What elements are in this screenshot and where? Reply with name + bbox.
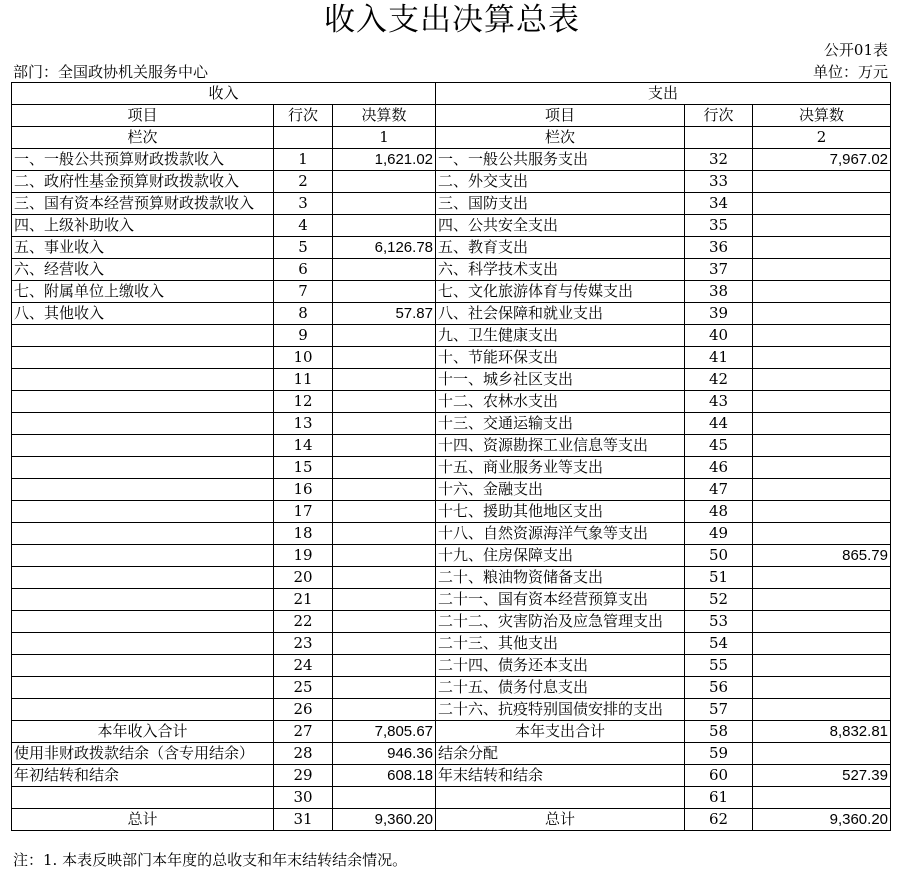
income-item-cell — [12, 611, 274, 633]
expense-item-cell: 十九、住房保障支出 — [436, 545, 685, 567]
income-item-cell: 一、一般公共预算财政拨款收入 — [12, 149, 274, 171]
income-amount-cell — [333, 545, 436, 567]
expense-item-cell: 七、文化旅游体育与传媒支出 — [436, 281, 685, 303]
report-title: 收入支出决算总表 — [324, 2, 580, 38]
income-row-number: 31 — [274, 809, 333, 831]
expense-amount-cell — [753, 193, 891, 215]
expense-item-cell: 十四、资源勘探工业信息等支出 — [436, 435, 685, 457]
income-item-cell — [12, 567, 274, 589]
income-amount-cell — [333, 655, 436, 677]
income-row-number: 26 — [274, 699, 333, 721]
income-item-cell — [12, 325, 274, 347]
income-row-number: 29 — [274, 765, 333, 787]
table-row — [12, 171, 891, 193]
expense-item-cell: 四、公共安全支出 — [436, 215, 685, 237]
expense-item-cell: 十六、金融支出 — [436, 479, 685, 501]
expense-row-number: 40 — [685, 325, 753, 347]
income-row-number: 13 — [274, 413, 333, 435]
expense-row-number: 53 — [685, 611, 753, 633]
expense-amount-cell — [753, 325, 891, 347]
expense-item-cell: 结余分配 — [436, 743, 685, 765]
expense-amount-cell — [753, 369, 891, 391]
table-row — [12, 149, 891, 171]
income-item-header: 项目 — [12, 105, 274, 127]
table-row — [12, 413, 891, 435]
table-row — [12, 435, 891, 457]
expense-item-cell: 六、科学技术支出 — [436, 259, 685, 281]
income-row-number: 12 — [274, 391, 333, 413]
table-row — [12, 347, 891, 369]
expense-amount-cell — [753, 501, 891, 523]
income-row-number: 14 — [274, 435, 333, 457]
table-row — [12, 369, 891, 391]
expense-amount-header: 决算数 — [753, 105, 891, 127]
table-row — [12, 633, 891, 655]
expense-row-number: 62 — [685, 809, 753, 831]
expense-item-cell: 总计 — [436, 809, 685, 831]
income-item-cell — [12, 347, 274, 369]
table-row — [12, 391, 891, 413]
expense-row-number: 52 — [685, 589, 753, 611]
expense-amount-cell — [753, 303, 891, 325]
unit-label: 单位：万元 — [812, 63, 888, 81]
income-amount-cell — [333, 369, 436, 391]
income-row-number: 6 — [274, 259, 333, 281]
income-amount-cell: 57.87 — [333, 303, 436, 325]
expense-row-number: 55 — [685, 655, 753, 677]
expense-item-cell: 一、一般公共服务支出 — [436, 149, 685, 171]
table-row — [12, 809, 891, 831]
income-row-number: 5 — [274, 237, 333, 259]
table-row — [12, 611, 891, 633]
income-row-number: 30 — [274, 787, 333, 809]
expense-item-cell — [436, 787, 685, 809]
income-item-cell — [12, 699, 274, 721]
income-item-cell: 七、附属单位上缴收入 — [12, 281, 274, 303]
expense-row-number: 32 — [685, 149, 753, 171]
expense-amount-cell — [753, 677, 891, 699]
expense-item-cell: 十五、商业服务业等支出 — [436, 457, 685, 479]
income-amount-cell — [333, 523, 436, 545]
income-item-cell: 年初结转和结余 — [12, 765, 274, 787]
expense-row-number: 54 — [685, 633, 753, 655]
income-item-cell — [12, 501, 274, 523]
table-row — [12, 501, 891, 523]
table-row — [12, 193, 891, 215]
income-row-number: 25 — [274, 677, 333, 699]
expense-row-number: 39 — [685, 303, 753, 325]
expense-amount-cell — [753, 479, 891, 501]
income-item-cell: 三、国有资本经营预算财政拨款收入 — [12, 193, 274, 215]
expense-amount-cell — [753, 523, 891, 545]
expense-amount-cell — [753, 171, 891, 193]
expense-row-number: 61 — [685, 787, 753, 809]
table-row — [12, 765, 891, 787]
income-item-cell — [12, 413, 274, 435]
income-item-cell — [12, 589, 274, 611]
expense-row-number: 42 — [685, 369, 753, 391]
income-item-cell — [12, 457, 274, 479]
table-row — [12, 281, 891, 303]
expense-item-cell: 二十四、债务还本支出 — [436, 655, 685, 677]
table-row — [12, 721, 891, 743]
income-amount-cell — [333, 171, 436, 193]
income-expense-table — [11, 82, 891, 831]
income-item-cell — [12, 655, 274, 677]
expense-col-index: 2 — [753, 127, 891, 149]
expense-amount-cell: 8,832.81 — [753, 721, 891, 743]
income-amount-cell — [333, 259, 436, 281]
income-amount-cell: 1,621.02 — [333, 149, 436, 171]
income-row-number: 1 — [274, 149, 333, 171]
income-row-number: 9 — [274, 325, 333, 347]
income-col-label: 栏次 — [12, 127, 274, 149]
expense-item-cell: 二、外交支出 — [436, 171, 685, 193]
income-item-cell: 八、其他收入 — [12, 303, 274, 325]
income-amount-cell — [333, 699, 436, 721]
table-row — [12, 215, 891, 237]
income-item-cell — [12, 435, 274, 457]
table-row — [12, 259, 891, 281]
income-item-cell: 本年收入合计 — [12, 721, 274, 743]
expense-amount-cell — [753, 743, 891, 765]
section-header-row — [12, 83, 891, 105]
income-amount-cell — [333, 633, 436, 655]
income-amount-cell: 608.18 — [333, 765, 436, 787]
expense-row-number: 51 — [685, 567, 753, 589]
income-amount-cell — [333, 413, 436, 435]
expense-item-cell: 二十六、抗疫特别国债安排的支出 — [436, 699, 685, 721]
expense-row-number: 48 — [685, 501, 753, 523]
table-row — [12, 567, 891, 589]
expense-item-cell: 二十二、灾害防治及应急管理支出 — [436, 611, 685, 633]
income-amount-cell — [333, 281, 436, 303]
expense-amount-cell: 7,967.02 — [753, 149, 891, 171]
income-amount-cell — [333, 435, 436, 457]
expense-row-number: 36 — [685, 237, 753, 259]
expense-amount-cell — [753, 413, 891, 435]
income-row-number: 28 — [274, 743, 333, 765]
table-row — [12, 677, 891, 699]
expense-item-cell: 三、国防支出 — [436, 193, 685, 215]
income-row-number: 3 — [274, 193, 333, 215]
income-row-number: 22 — [274, 611, 333, 633]
expense-amount-cell — [753, 237, 891, 259]
table-row — [12, 325, 891, 347]
table-row — [12, 787, 891, 809]
income-amount-cell — [333, 611, 436, 633]
expense-item-cell: 本年支出合计 — [436, 721, 685, 743]
expense-item-cell: 五、教育支出 — [436, 237, 685, 259]
department-label: 部门：全国政协机关服务中心 — [13, 63, 209, 81]
income-amount-cell — [333, 567, 436, 589]
income-row-number: 2 — [274, 171, 333, 193]
expense-item-cell: 十八、自然资源海洋气象等支出 — [436, 523, 685, 545]
expense-row-number: 60 — [685, 765, 753, 787]
income-amount-cell — [333, 193, 436, 215]
expense-item-cell: 八、社会保障和就业支出 — [436, 303, 685, 325]
income-item-cell — [12, 523, 274, 545]
expense-row-number: 56 — [685, 677, 753, 699]
income-item-cell: 四、上级补助收入 — [12, 215, 274, 237]
income-amount-header: 决算数 — [333, 105, 436, 127]
income-item-cell — [12, 633, 274, 655]
income-row-number: 10 — [274, 347, 333, 369]
table-row — [12, 479, 891, 501]
expense-rowno-header: 行次 — [685, 105, 753, 127]
expense-amount-cell: 9,360.20 — [753, 809, 891, 831]
table-row — [12, 589, 891, 611]
income-row-number: 7 — [274, 281, 333, 303]
expense-row-number: 47 — [685, 479, 753, 501]
expense-amount-cell — [753, 435, 891, 457]
income-item-cell — [12, 787, 274, 809]
income-amount-cell — [333, 457, 436, 479]
table-row — [12, 743, 891, 765]
table-row — [12, 237, 891, 259]
income-amount-cell: 6,126.78 — [333, 237, 436, 259]
expense-row-number: 43 — [685, 391, 753, 413]
income-row-number: 15 — [274, 457, 333, 479]
expense-row-number: 59 — [685, 743, 753, 765]
income-item-cell: 五、事业收入 — [12, 237, 274, 259]
expense-row-number: 46 — [685, 457, 753, 479]
income-row-number: 27 — [274, 721, 333, 743]
income-amount-cell: 946.36 — [333, 743, 436, 765]
expense-section-header: 支出 — [436, 83, 891, 105]
income-row-number: 16 — [274, 479, 333, 501]
expense-row-number: 44 — [685, 413, 753, 435]
expense-item-cell: 二十、粮油物资储备支出 — [436, 567, 685, 589]
expense-amount-cell — [753, 699, 891, 721]
expense-amount-cell: 527.39 — [753, 765, 891, 787]
income-section-header: 收入 — [12, 83, 436, 105]
income-item-cell — [12, 677, 274, 699]
income-amount-cell — [333, 501, 436, 523]
expense-item-cell: 二十五、债务付息支出 — [436, 677, 685, 699]
form-number: 公开01表 — [823, 41, 888, 59]
expense-col-label: 栏次 — [436, 127, 685, 149]
expense-amount-cell — [753, 281, 891, 303]
expense-amount-cell — [753, 787, 891, 809]
income-row-number: 4 — [274, 215, 333, 237]
expense-row-number: 58 — [685, 721, 753, 743]
expense-row-number: 35 — [685, 215, 753, 237]
income-row-number: 19 — [274, 545, 333, 567]
expense-amount-cell — [753, 589, 891, 611]
income-amount-cell: 7,805.67 — [333, 721, 436, 743]
expense-amount-cell — [753, 391, 891, 413]
expense-amount-cell — [753, 347, 891, 369]
income-row-number: 20 — [274, 567, 333, 589]
expense-amount-cell — [753, 259, 891, 281]
expense-amount-cell — [753, 215, 891, 237]
income-item-cell: 六、经营收入 — [12, 259, 274, 281]
expense-row-number: 37 — [685, 259, 753, 281]
expense-row-number: 33 — [685, 171, 753, 193]
expense-col-blank — [685, 127, 753, 149]
table-row — [12, 699, 891, 721]
income-item-cell — [12, 369, 274, 391]
table-row — [12, 457, 891, 479]
expense-item-cell: 十、节能环保支出 — [436, 347, 685, 369]
income-amount-cell — [333, 347, 436, 369]
income-item-cell — [12, 479, 274, 501]
expense-item-cell: 九、卫生健康支出 — [436, 325, 685, 347]
expense-row-number: 45 — [685, 435, 753, 457]
income-row-number: 18 — [274, 523, 333, 545]
expense-item-cell: 二十三、其他支出 — [436, 633, 685, 655]
income-item-cell: 二、政府性基金预算财政拨款收入 — [12, 171, 274, 193]
expense-row-number: 41 — [685, 347, 753, 369]
expense-row-number: 57 — [685, 699, 753, 721]
income-row-number: 8 — [274, 303, 333, 325]
income-row-number: 23 — [274, 633, 333, 655]
column-header-row — [12, 105, 891, 127]
income-amount-cell — [333, 787, 436, 809]
income-item-cell: 总计 — [12, 809, 274, 831]
table-row — [12, 523, 891, 545]
expense-item-cell: 十七、援助其他地区支出 — [436, 501, 685, 523]
income-row-number: 24 — [274, 655, 333, 677]
income-row-number: 17 — [274, 501, 333, 523]
income-amount-cell — [333, 391, 436, 413]
expense-amount-cell — [753, 611, 891, 633]
table-row — [12, 303, 891, 325]
column-index-row — [12, 127, 891, 149]
expense-item-cell: 十二、农林水支出 — [436, 391, 685, 413]
table-row — [12, 655, 891, 677]
expense-row-number: 34 — [685, 193, 753, 215]
income-amount-cell — [333, 589, 436, 611]
expense-item-header: 项目 — [436, 105, 685, 127]
expense-amount-cell — [753, 567, 891, 589]
expense-amount-cell — [753, 655, 891, 677]
expense-amount-cell — [753, 633, 891, 655]
income-row-number: 11 — [274, 369, 333, 391]
income-item-cell — [12, 545, 274, 567]
income-rowno-header: 行次 — [274, 105, 333, 127]
expense-amount-cell — [753, 457, 891, 479]
expense-item-cell: 年末结转和结余 — [436, 765, 685, 787]
expense-row-number: 49 — [685, 523, 753, 545]
income-item-cell: 使用非财政拨款结余（含专用结余） — [12, 743, 274, 765]
expense-item-cell: 十一、城乡社区支出 — [436, 369, 685, 391]
table-row — [12, 545, 891, 567]
expense-row-number: 50 — [685, 545, 753, 567]
income-amount-cell — [333, 325, 436, 347]
expense-row-number: 38 — [685, 281, 753, 303]
expense-item-cell: 十三、交通运输支出 — [436, 413, 685, 435]
income-amount-cell — [333, 677, 436, 699]
income-amount-cell: 9,360.20 — [333, 809, 436, 831]
income-col-blank — [274, 127, 333, 149]
expense-amount-cell: 865.79 — [753, 545, 891, 567]
income-row-number: 21 — [274, 589, 333, 611]
income-col-index: 1 — [333, 127, 436, 149]
footnote: 注：1. 本表反映部门本年度的总收支和年末结转结余情况。 — [13, 851, 408, 869]
income-item-cell — [12, 391, 274, 413]
income-amount-cell — [333, 479, 436, 501]
expense-item-cell: 二十一、国有资本经营预算支出 — [436, 589, 685, 611]
income-amount-cell — [333, 215, 436, 237]
